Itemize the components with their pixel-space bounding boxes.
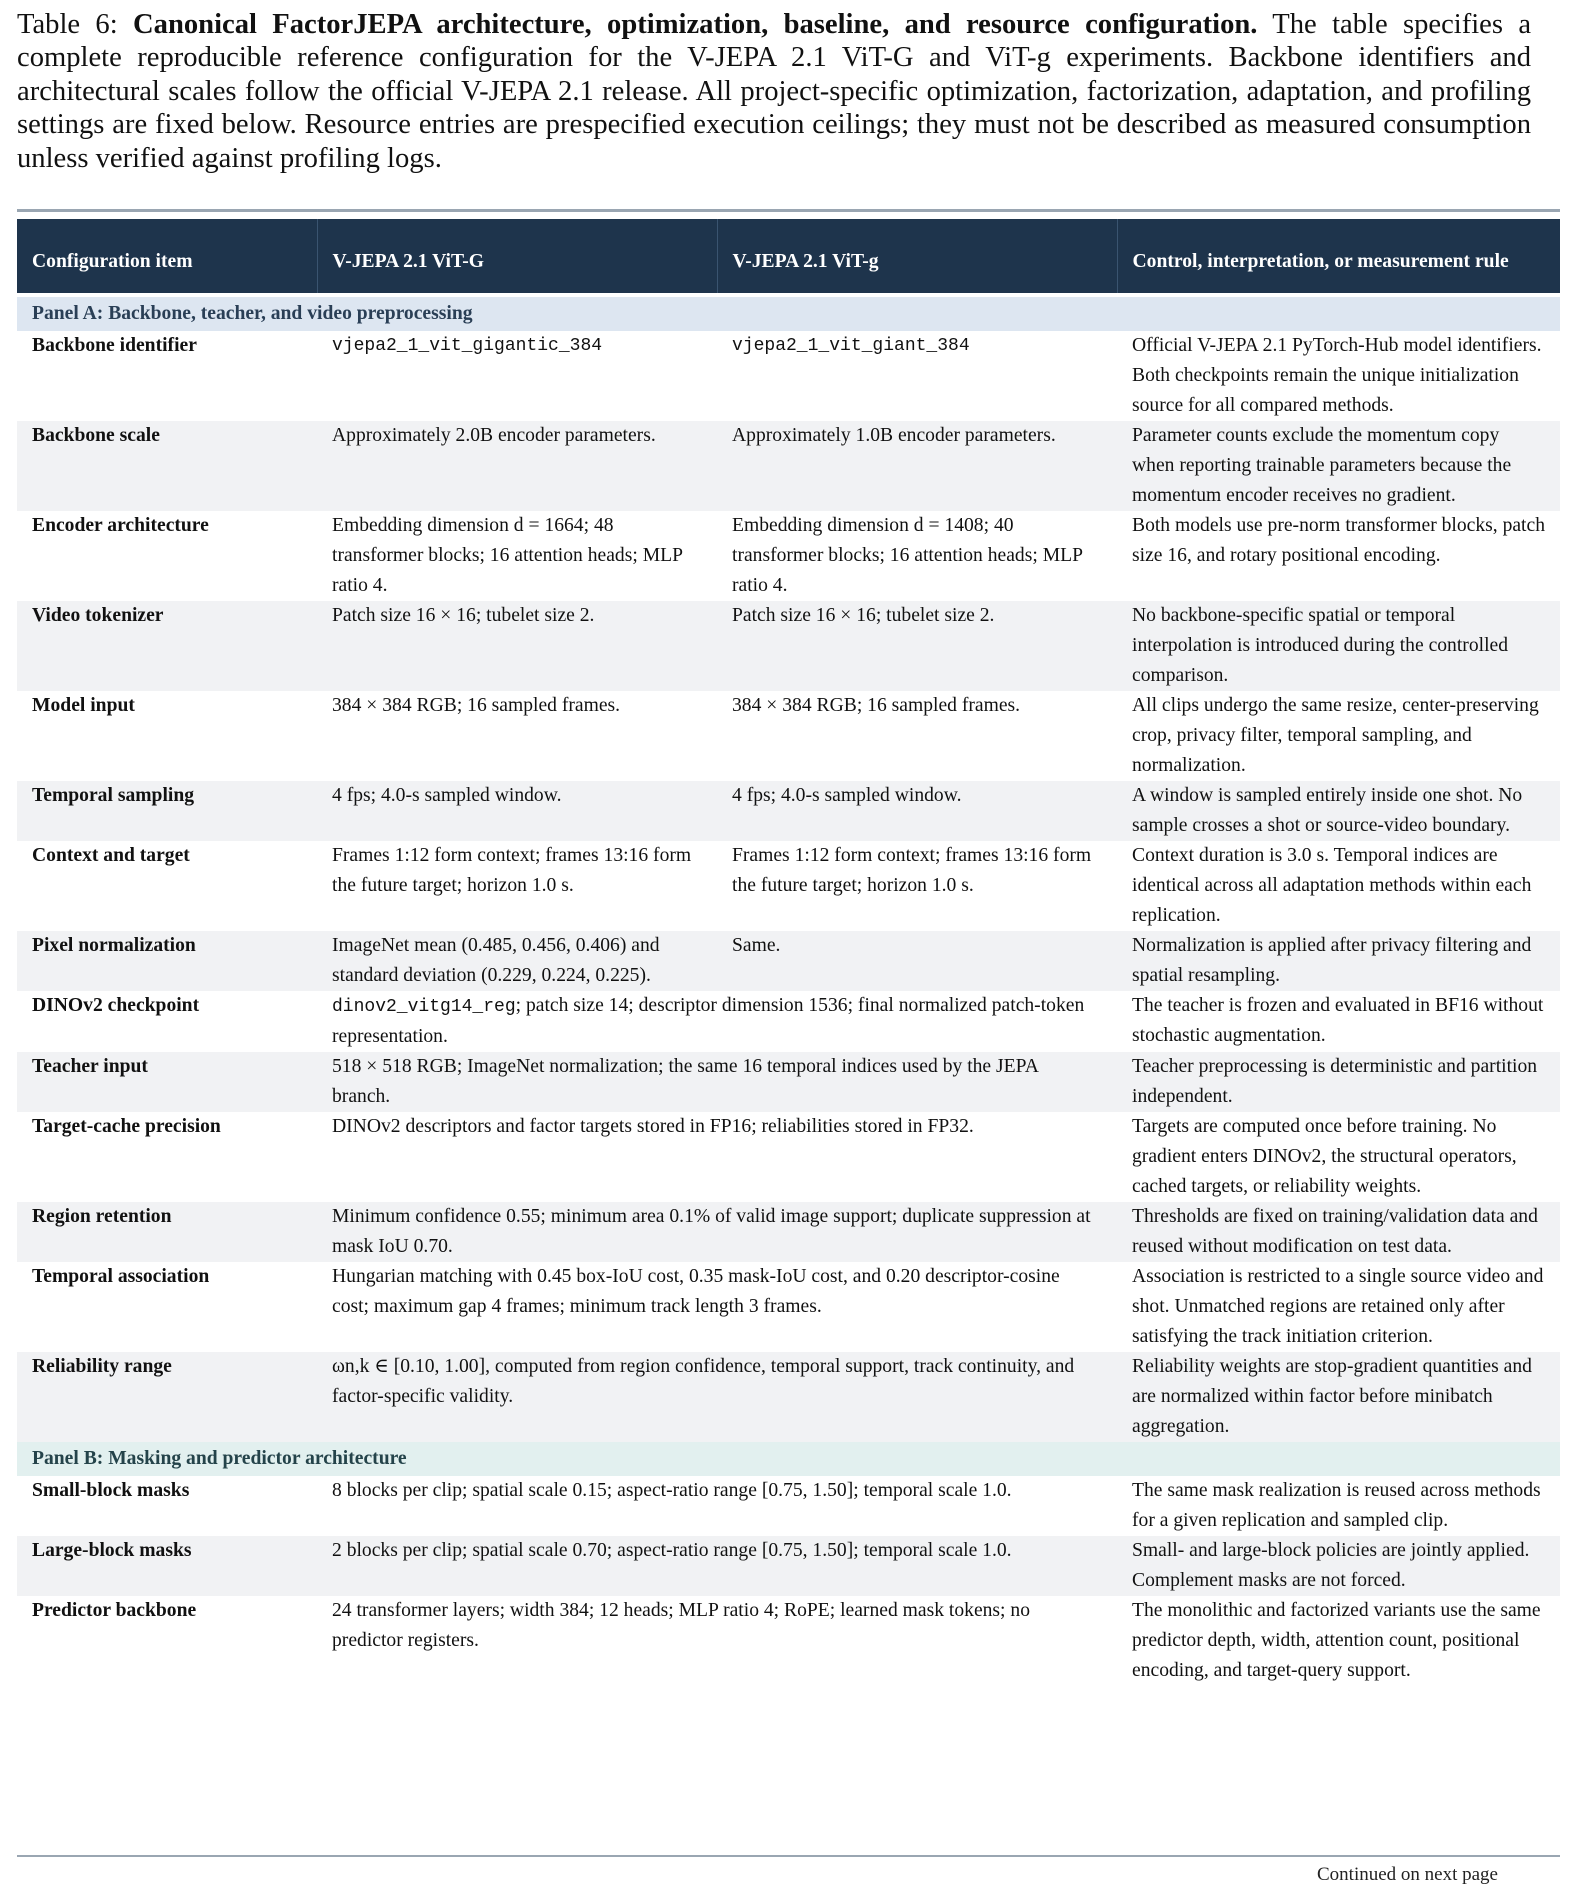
cell-vit-g: Approximately 1.0B encoder parameters. xyxy=(717,421,1117,511)
table-row xyxy=(17,1112,1560,1202)
cell-rule: A window is sampled entirely inside one shot. No sample crosses a shot or source-video boundary. xyxy=(1117,781,1560,841)
cell-rule: All clips undergo the same resize, center-preserving crop, privacy filter, temporal sampling, and normalization. xyxy=(1132,695,1539,776)
cell-rule: Small- and large-block policies are jointly applied. Complement masks are not forced. xyxy=(1117,1536,1560,1596)
bottom-rule xyxy=(17,1855,1560,1857)
table-row xyxy=(17,331,1560,421)
table-row xyxy=(17,691,1560,781)
cell-vit-G: Frames 1:12 form context; frames 13:16 form the future target; horizon 1.0 s. xyxy=(332,845,692,896)
cell-vit-g: Patch size 16 × 16; tubelet size 2. xyxy=(717,601,1117,691)
cell-vit-g: 4 fps; 4.0-s sampled window. xyxy=(717,781,1117,841)
table-row xyxy=(17,1596,1560,1686)
caption-title: Canonical FactorJEPA architecture, optimization, baseline, and resource configuration. xyxy=(133,9,1258,40)
cell-shared-value: ωn,k ∈ [0.10, 1.00], computed from region confidence, temporal support, track continuity, and factor-specific validity. xyxy=(317,1352,1117,1442)
panel-b-label: Panel B: Masking and predictor architecture xyxy=(17,1442,1560,1476)
row-label: DINOv2 checkpoint xyxy=(32,995,200,1016)
row-label: Temporal sampling xyxy=(17,781,317,841)
table-row xyxy=(17,1352,1560,1442)
table-row xyxy=(17,601,1560,691)
table-row xyxy=(17,511,1560,601)
cell-vit-g: Embedding dimension d = 1408; 40 transformer blocks; 16 attention heads; MLP ratio 4. xyxy=(732,515,1083,596)
row-label: Large-block masks xyxy=(17,1536,317,1596)
cell-rule: Parameter counts exclude the momentum copy when reporting trainable parameters because the momentum encoder receives no gradient. xyxy=(1117,421,1560,511)
table-row xyxy=(17,931,1560,991)
cell-shared-value: DINOv2 descriptors and factor targets stored in FP16; reliabilities stored in FP32. xyxy=(332,1116,974,1137)
caption-body: The table specifies a complete reproducible reference configuration for the V-JEPA 2.1 ViT-G and ViT-g experiments. Backbone identifiers and architectural scales follow the official V-JEPA 2.1 release. All project-specific optimization, factorization, adaptation, and profiling settings are fixed below. Resource entries are prespecified execution ceilings; they must not be described as measured consumption unless verified against profiling logs. xyxy=(17,9,1532,174)
table-row xyxy=(17,991,1560,1052)
row-label: Context and target xyxy=(32,845,190,866)
cell-vit-g: Same. xyxy=(717,931,1117,991)
header-rule: Control, interpretation, or measurement rule xyxy=(1117,219,1560,295)
table-row xyxy=(17,1262,1560,1352)
panel-a-label: Panel A: Backbone, teacher, and video preprocessing xyxy=(17,295,1560,331)
header-row xyxy=(17,219,1560,295)
cell-vit-G: 4 fps; 4.0-s sampled window. xyxy=(317,781,717,841)
continued-note: Continued on next page xyxy=(1317,1864,1498,1885)
panel-b-row xyxy=(17,1442,1560,1476)
cell-rule: Both models use pre-norm transformer blocks, patch size 16, and rotary positional encoding. xyxy=(1132,515,1545,566)
cell-vit-G: Embedding dimension d = 1664; 48 transformer blocks; 16 attention heads; MLP ratio 4. xyxy=(332,515,683,596)
cell-shared-value: 24 transformer layers; width 384; 12 heads; MLP ratio 4; RoPE; learned mask tokens; no predictor registers. xyxy=(332,1600,1030,1651)
row-label: Model input xyxy=(32,695,135,716)
header-vit-G: V-JEPA 2.1 ViT-G xyxy=(317,219,717,295)
cell-shared-value: 2 blocks per clip; spatial scale 0.70; aspect-ratio range [0.75, 1.50]; temporal scale 1.0. xyxy=(317,1536,1117,1596)
cell-vit-G: 384 × 384 RGB; 16 sampled frames. xyxy=(332,695,621,716)
cell-vit-G: Approximately 2.0B encoder parameters. xyxy=(317,421,717,511)
table-row xyxy=(17,1052,1560,1112)
row-label: Backbone identifier xyxy=(32,335,197,356)
shared-value-text: ; patch size 14; descriptor dimension 1536; final normalized patch-token representation. xyxy=(332,995,1085,1047)
cell-vit-g: Frames 1:12 form context; frames 13:16 form the future target; horizon 1.0 s. xyxy=(732,845,1092,896)
top-rule xyxy=(17,209,1560,212)
cell-vit-G: ImageNet mean (0.485, 0.456, 0.406) and standard deviation (0.229, 0.224, 0.225). xyxy=(317,931,717,991)
cell-shared-value: Hungarian matching with 0.45 box-IoU cost, 0.35 mask-IoU cost, and 0.20 descriptor-cosine cost; maximum gap 4 frames; minimum track length 3 frames. xyxy=(332,1266,1060,1317)
cell-rule: Targets are computed once before training. No gradient enters DINOv2, the structural operators, cached targets, or reliability weights. xyxy=(1132,1116,1517,1197)
cell-rule: The monolithic and factorized variants use the same predictor depth, width, attention count, positional encoding, and target-query support. xyxy=(1132,1600,1541,1681)
cell-vit-G: Patch size 16 × 16; tubelet size 2. xyxy=(317,601,717,691)
cell-vit-g: 384 × 384 RGB; 16 sampled frames. xyxy=(732,695,1021,716)
cell-rule: Normalization is applied after privacy filtering and spatial resampling. xyxy=(1117,931,1560,991)
row-label: Pixel normalization xyxy=(17,931,317,991)
table-row xyxy=(17,1202,1560,1262)
cell-shared-value: 8 blocks per clip; spatial scale 0.15; aspect-ratio range [0.75, 1.50]; temporal scale 1.0. xyxy=(332,1480,1012,1501)
table-row xyxy=(17,421,1560,511)
table-caption xyxy=(17,8,1531,175)
row-label: Teacher input xyxy=(17,1052,317,1112)
cell-rule: Context duration is 3.0 s. Temporal indices are identical across all adaptation methods within each replication. xyxy=(1132,845,1532,926)
row-label: Region retention xyxy=(17,1202,317,1262)
table-row xyxy=(17,841,1560,931)
cell-shared-value xyxy=(317,991,1117,1052)
row-label: Reliability range xyxy=(17,1352,317,1442)
configuration-table xyxy=(17,219,1560,1686)
cell-rule: Thresholds are fixed on training/validation data and reused without modification on test data. xyxy=(1117,1202,1560,1262)
table-row xyxy=(17,781,1560,841)
cell-rule: Association is restricted to a single source video and shot. Unmatched regions are retained only after satisfying the track initiation criterion. xyxy=(1132,1266,1544,1347)
cell-rule: Teacher preprocessing is deterministic and partition independent. xyxy=(1117,1052,1560,1112)
cell-rule: The same mask realization is reused across methods for a given replication and sampled clip. xyxy=(1132,1480,1541,1531)
header-vit-g: V-JEPA 2.1 ViT-g xyxy=(717,219,1117,295)
table-row xyxy=(17,1536,1560,1596)
cell-vit-G: vjepa2_1_vit_gigantic_384 xyxy=(332,336,603,356)
table-row xyxy=(17,1476,1560,1536)
panel-a-row xyxy=(17,295,1560,331)
row-label: Predictor backbone xyxy=(32,1600,197,1621)
row-label: Video tokenizer xyxy=(17,601,317,691)
row-label: Small-block masks xyxy=(32,1480,190,1501)
header-configuration-item: Configuration item xyxy=(17,219,317,295)
cell-rule: The teacher is frozen and evaluated in BF16 without stochastic augmentation. xyxy=(1132,995,1544,1046)
checkpoint-code: dinov2_vitg14_reg xyxy=(332,997,516,1017)
row-label: Target-cache precision xyxy=(32,1116,221,1137)
row-label: Temporal association xyxy=(32,1266,210,1287)
row-label: Encoder architecture xyxy=(32,515,209,536)
caption-label: Table 6: xyxy=(17,9,118,40)
cell-shared-value: Minimum confidence 0.55; minimum area 0.1% of valid image support; duplicate suppression at mask IoU 0.70. xyxy=(317,1202,1117,1262)
cell-rule: No backbone-specific spatial or temporal interpolation is introduced during the controlled comparison. xyxy=(1117,601,1560,691)
cell-vit-g: vjepa2_1_vit_giant_384 xyxy=(732,336,970,356)
cell-shared-value: 518 × 518 RGB; ImageNet normalization; the same 16 temporal indices used by the JEPA branch. xyxy=(317,1052,1117,1112)
cell-rule: Official V-JEPA 2.1 PyTorch-Hub model identifiers. Both checkpoints remain the unique initialization source for all compared methods. xyxy=(1132,335,1542,416)
row-label: Backbone scale xyxy=(17,421,317,511)
cell-rule: Reliability weights are stop-gradient quantities and are normalized within factor before minibatch aggregation. xyxy=(1117,1352,1560,1442)
